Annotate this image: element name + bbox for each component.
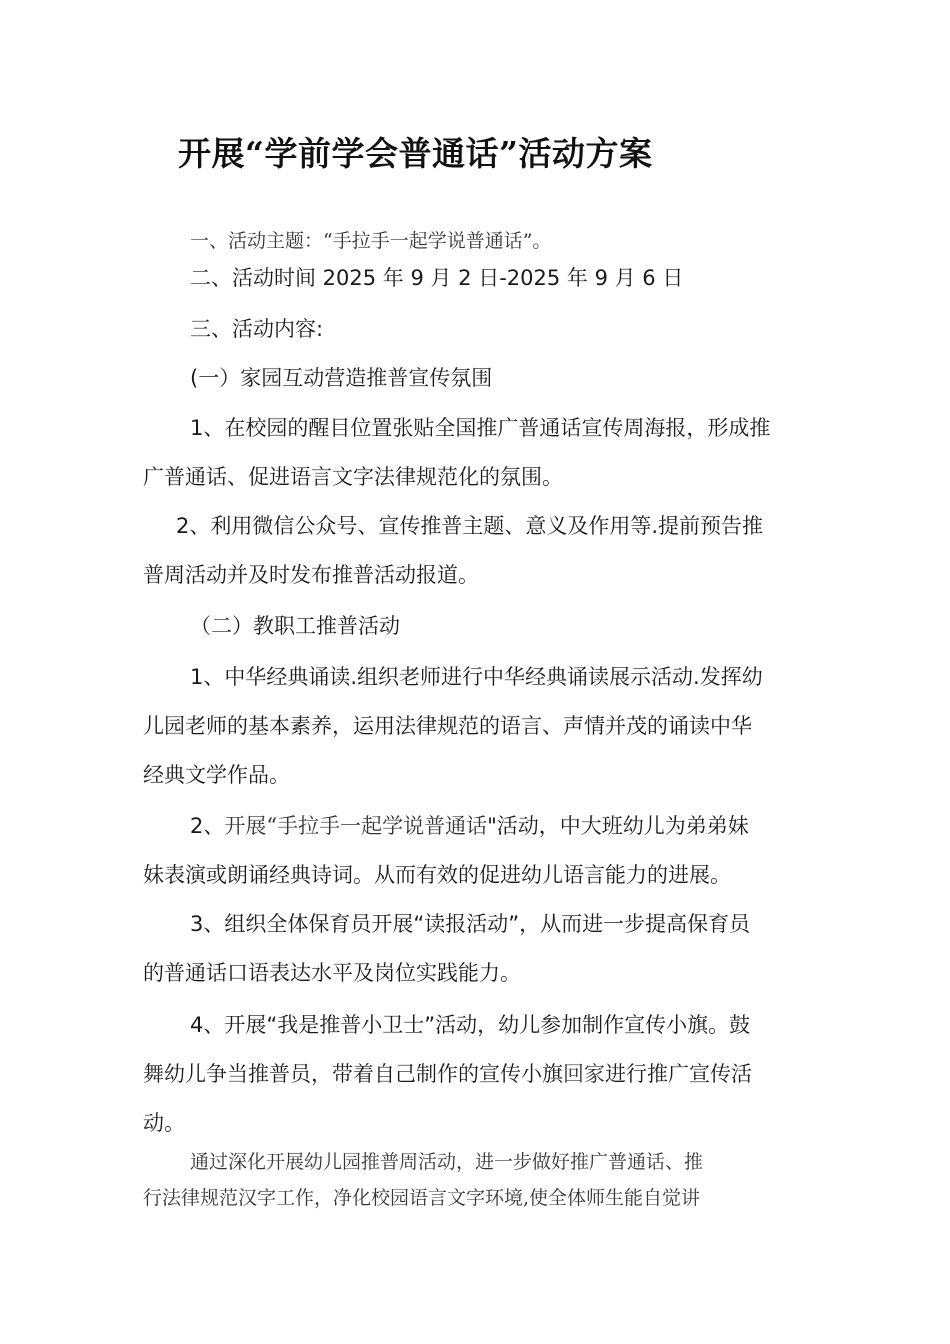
activity-content-heading: 三、活动内容: <box>190 317 324 341</box>
paragraph-line: 1、中华经典诵读.组织老师进行中华经典诵读展示活动.发挥幼 <box>190 665 763 689</box>
section-two-heading: （二）教职工推普活动 <box>190 614 400 638</box>
paragraph-line: 动。 <box>143 1111 185 1135</box>
paragraph-line: 1、在校园的醒目位置张贴全国推广普通话宣传周海报，形成推 <box>190 416 771 440</box>
paragraph-line: 广普通话、促进语言文字法律规范化的氛围。 <box>143 465 563 489</box>
text-run: 舞幼儿争当推普员，带着自己制作的宣传小旗 <box>143 1062 563 1086</box>
paragraph-line: 的普通话口语表达水平及岗位实践能力。 <box>143 961 521 985</box>
paragraph-line: 妹表演或朗诵经典诗词。从而有效的促进幼儿语言能力的进展。 <box>143 863 731 887</box>
document-title: 开展“学前学会普通话”活动方案 <box>178 134 653 173</box>
paragraph-line: 4、开展“我是推普小卫士”活动，幼儿参加制作宣传小旗。鼓 <box>190 1013 751 1037</box>
paragraph-line <box>190 810 749 840</box>
paragraph-line: 3、组织全体保育员开展“读报活动”，从而进一步提高保育员 <box>190 912 751 936</box>
text-run: "活动，中大班幼儿为弟弟妹 <box>487 814 749 838</box>
paragraph-line: 儿园老师的基本素养，运用法律规范的语言、声情并茂的诵读中华 <box>143 714 752 738</box>
paragraph-line: 经典文学作品。 <box>143 763 290 787</box>
text-run: 进行推广宣传活 <box>605 1062 752 1086</box>
paragraph-line: 行法律规范汉字工作，净化校园语言文字环境,使全体师生能自觉讲 <box>143 1187 701 1209</box>
paragraph-line: 通过深化开展幼儿园推普周活动，进一步做好推广普通话、推 <box>190 1151 704 1173</box>
paragraph-line <box>143 1058 752 1088</box>
paragraph-line: 普周活动并及时发布推普活动报道。 <box>143 563 479 587</box>
text-run: 2、 <box>190 814 225 838</box>
activity-time-line: 二、活动时间 2025 年 9 月 2 日-2025 年 9 月 6 日 <box>190 266 684 290</box>
text-run-serif: 回家 <box>563 1062 605 1086</box>
activity-theme-line: 一、活动主题：“手拉手一起学说普通话”。 <box>190 230 552 252</box>
paragraph-line: 2、利用微信公众号、宣传推普主题、意义及作用等.提前预告推 <box>176 514 764 538</box>
text-run-serif: 开展“手拉手一起学说普通话 <box>224 814 488 838</box>
section-one-heading: (一）家园互动营造推普宣传氛围 <box>190 366 493 390</box>
